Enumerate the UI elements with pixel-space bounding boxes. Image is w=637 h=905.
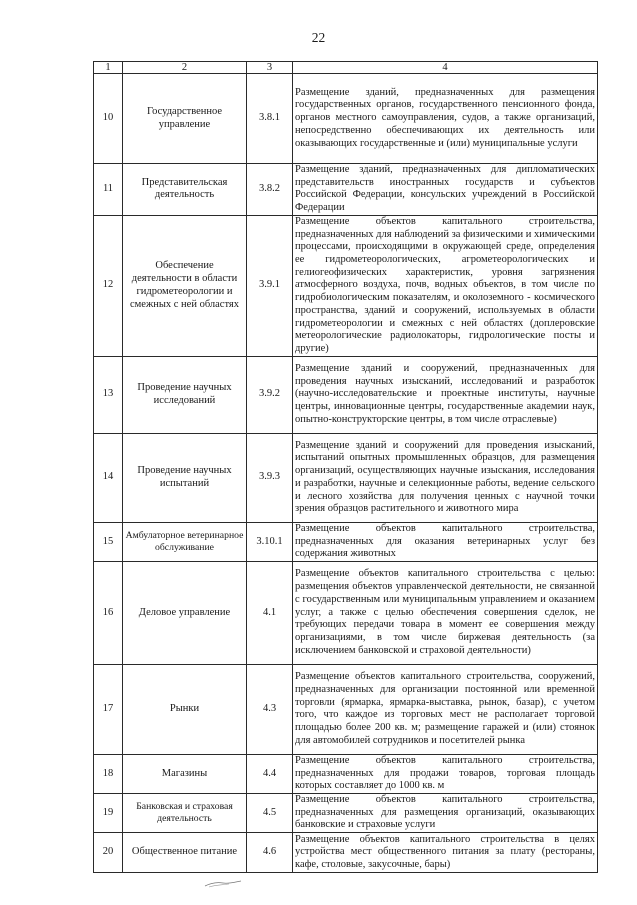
use-type-name: Банковская и страховая деятельность: [123, 794, 247, 833]
signature-mark: [203, 875, 243, 889]
use-type-description: Размещение зданий и сооружений, предназначенных для проведения научных изысканий, исследований и разработок (научно-исследовательские и проектные институты, научные центры, инновационные центры, государственные академии наук, опытно-конструкторские центры, в том числе отраслевые): [293, 356, 598, 433]
use-type-name: Представительская деятельность: [123, 164, 247, 216]
use-type-code: 3.8.1: [247, 74, 293, 164]
use-type-code: 4.5: [247, 794, 293, 833]
land-use-table: [93, 61, 598, 873]
use-type-description: Размещение объектов капитального строительства, предназначенных для продажи товаров, торговая площадь которых составляет до 1000 кв. м: [293, 754, 598, 793]
use-type-name: Государственное управление: [123, 74, 247, 164]
use-type-code: 4.4: [247, 754, 293, 793]
row-number: 12: [94, 215, 123, 356]
table-row: [94, 754, 598, 793]
table-header-row: [94, 62, 598, 74]
use-type-name: Магазины: [123, 754, 247, 793]
use-type-description: Размещение зданий, предназначенных для дипломатических представительств иностранных государств и субъектов Российской Федерации, консульских учреждений в Российской Федерации: [293, 164, 598, 216]
use-type-code: 3.8.2: [247, 164, 293, 216]
row-number: 17: [94, 664, 123, 754]
column-header-code: 3: [247, 62, 293, 74]
use-type-code: 4.1: [247, 561, 293, 664]
column-header-description: 4: [293, 62, 598, 74]
row-number: 16: [94, 561, 123, 664]
table-row: [94, 164, 598, 216]
use-type-name: Обеспечение деятельности в области гидрометеорологии и смежных с ней областях: [123, 215, 247, 356]
row-number: 18: [94, 754, 123, 793]
column-header-number: 1: [94, 62, 123, 74]
row-number: 10: [94, 74, 123, 164]
use-type-code: 3.9.2: [247, 356, 293, 433]
table-row: [94, 833, 598, 873]
column-header-name: 2: [123, 62, 247, 74]
use-type-description: Размещение объектов капитального строительства, предназначенных для наблюдений за физическими и химическими процессами, происходящими в окружающей среде, определения ее гидрометеорологических, агрометеорологических и гелиогеофизических характеристик, уровня загрязнения атмосферного воздуха, почв, водных объектов, в том числе по гидробиологическим показателям, и околоземного - космического пространства, зданий и сооружений, используемых в области гидрометеорологии и смежных с ней областях (доплеровские метеорологические радиолокаторы, гидрологические посты и другие): [293, 215, 598, 356]
row-number: 15: [94, 522, 123, 561]
use-type-name: Проведение научных исследований: [123, 356, 247, 433]
use-type-name: Проведение научных испытаний: [123, 433, 247, 522]
table-row: [94, 561, 598, 664]
page-number: 22: [311, 30, 326, 45]
table-row: [94, 215, 598, 356]
use-type-description: Размещение объектов капитального строительства, предназначенных для оказания ветеринарных услуг без содержания животных: [293, 522, 598, 561]
use-type-code: 4.6: [247, 833, 293, 873]
use-type-code: 3.9.1: [247, 215, 293, 356]
table-row: [94, 522, 598, 561]
row-number: 19: [94, 794, 123, 833]
use-type-code: 3.9.3: [247, 433, 293, 522]
row-number: 13: [94, 356, 123, 433]
table-row: [94, 664, 598, 754]
use-type-name: Амбулаторное ветеринарное обслуживание: [123, 522, 247, 561]
use-type-description: Размещение зданий и сооружений для проведения изысканий, испытаний опытных промышленных образцов, для размещения организаций, осуществляющих научные изыскания, исследования и разработки, научные и селекционные работы, ведение сельского и лесного хозяйства для получения ценных с научной точки зрения образцов растительного и животного мира: [293, 433, 598, 522]
table-row: [94, 794, 598, 833]
use-type-name: Общественное питание: [123, 833, 247, 873]
use-type-name: Деловое управление: [123, 561, 247, 664]
table-row: [94, 356, 598, 433]
table-row: [94, 433, 598, 522]
use-type-description: Размещение объектов капитального строительства, сооружений, предназначенных для организации постоянной или временной торговли (ярмарка, ярмарка-выставка, рынок, базар), с учетом того, что каждое из торговых мест не располагает торговой площадью более 200 кв. м; размещение гаражей и (или) стоянок для автомобилей сотрудников и посетителей рынка: [293, 664, 598, 754]
row-number: 20: [94, 833, 123, 873]
use-type-description: Размещение объектов капитального строительства, предназначенных для размещения организаций, оказывающих банковские и страховые услуги: [293, 794, 598, 833]
use-type-description: Размещение объектов капитального строительства в целях устройства мест общественного питания за плату (рестораны, кафе, столовые, закусочные, бары): [293, 833, 598, 873]
use-type-code: 3.10.1: [247, 522, 293, 561]
row-number: 11: [94, 164, 123, 216]
use-type-description: Размещение объектов капитального строительства с целью: размещения объектов управленческой деятельности, не связанной с государственным или муниципальным управлением и оказанием услуг, а также с целью обеспечения совершения сделок, не требующих передачи товара в момент ее совершения между организациями, в том числе биржевая деятельность (за исключением банковской и страховой деятельности): [293, 561, 598, 664]
row-number: 14: [94, 433, 123, 522]
use-type-name: Рынки: [123, 664, 247, 754]
use-type-code: 4.3: [247, 664, 293, 754]
table-row: [94, 74, 598, 164]
use-type-description: Размещение зданий, предназначенных для размещения государственных органов, государственного пенсионного фонда, органов местного самоуправления, судов, а также организаций, непосредственно обеспечивающих их деятельность или оказывающих государственные и (или) муниципальные услуги: [293, 74, 598, 164]
